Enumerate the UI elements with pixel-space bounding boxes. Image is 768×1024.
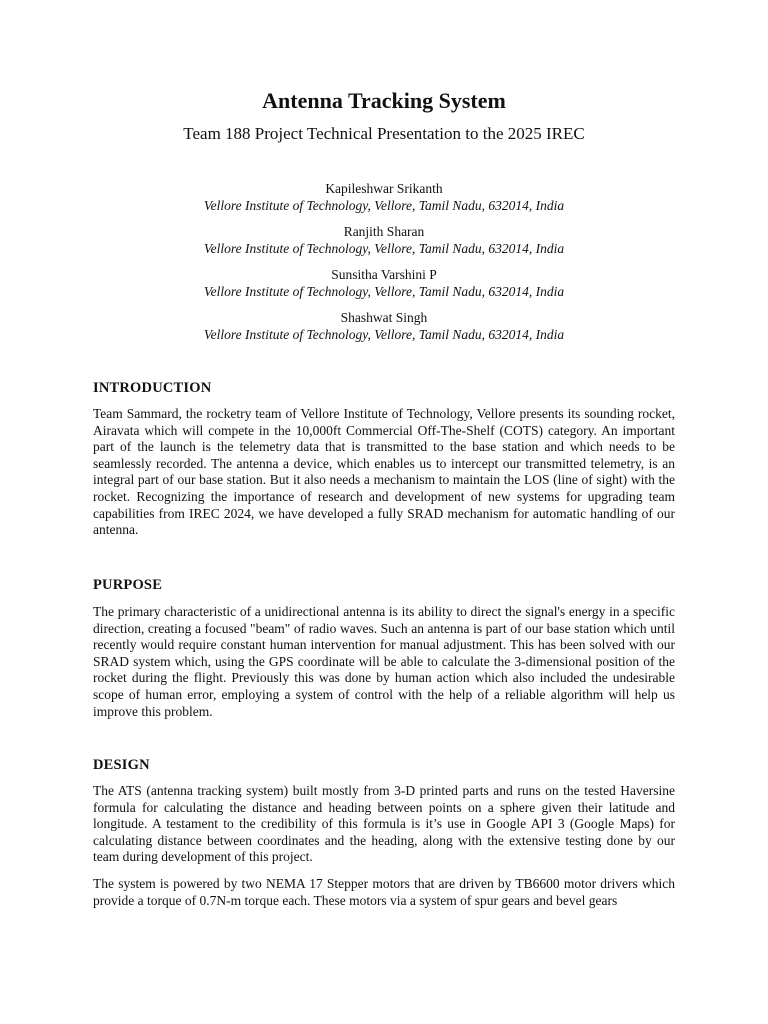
author-affiliation: Vellore Institute of Technology, Vellore, Tamil Nadu, 632014, India (203, 198, 565, 213)
design-heading: DESIGN (93, 757, 150, 773)
author-affiliation: Vellore Institute of Technology, Vellore, Tamil Nadu, 632014, India (203, 241, 565, 256)
author-entry (0, 223, 768, 257)
paper-subtitle: Team 188 Project Technical Presentation to the 2025 IREC (183, 124, 585, 143)
author-name: Sunsitha Varshini P (331, 267, 437, 282)
author-affiliation: Vellore Institute of Technology, Vellore, Tamil Nadu, 632014, India (203, 284, 565, 299)
purpose-heading: PURPOSE (93, 577, 163, 593)
author-entry (0, 180, 768, 214)
author-name: Ranjith Sharan (343, 224, 425, 239)
paper-title: Antenna Tracking System (262, 88, 506, 113)
author-name: Kapileshwar Srikanth (325, 181, 443, 196)
introduction-paragraph: Team Sammard, the rocketry team of Vellore Institute of Technology, Vellore presents its sounding rocket, Airavata which will compete in the 10,000ft Commercial Off-The-Shelf (COTS) category. An important part of the launch is the telemetry data that is transmitted to the base station and which needs to be seamlessly recorded. The antenna a device, which enables us to intercept our transmitted telemetry, is an integral part of our base station. But it also needs a mechanism to maintain the LOS (line of sight) with the rocket. Recognizing the importance of research and development of new systems for upgrading team capabilities from IREC 2024, we have developed a fully SRAD mechanism for automatic handling of our antenna. (93, 406, 675, 538)
author-affiliation: Vellore Institute of Technology, Vellore, Tamil Nadu, 632014, India (203, 327, 565, 342)
author-block (0, 180, 768, 352)
introduction-heading: INTRODUCTION (93, 380, 212, 396)
author-name: Shashwat Singh (340, 310, 428, 325)
author-entry (0, 309, 768, 343)
design-paragraph-1: The ATS (antenna tracking system) built mostly from 3-D printed parts and runs on the tested Haversine formula for calculating the distance and heading between points on a sphere given their latitude and longitude. A testament to the credibility of this formula is it’s use in Google API 3 (Google Maps) for calculating distance between coordinates and the heading, along with the extensive testing done by our team during development of this project. (93, 783, 675, 865)
design-paragraph-2: The system is powered by two NEMA 17 Stepper motors that are driven by TB6600 motor drivers which provide a torque of 0.7N-m torque each. These motors via a system of spur gears and bevel gears (93, 876, 675, 908)
author-entry (0, 266, 768, 300)
purpose-paragraph: The primary characteristic of a unidirectional antenna is its ability to direct the signal's energy in a specific direction, creating a focused "beam" of radio waves. Such an antenna is part of our base station which until recently would require constant human intervention for manual adjustment. This has been solved with our SRAD system which, using the GPS coordinate will be able to calculate the 3-dimensional position of the rocket during the flight. Previously this was done by human action which also included the undesirable scope of human error, employing a system of control with the help of a reliable algorithm will help us improve this problem. (93, 604, 675, 719)
